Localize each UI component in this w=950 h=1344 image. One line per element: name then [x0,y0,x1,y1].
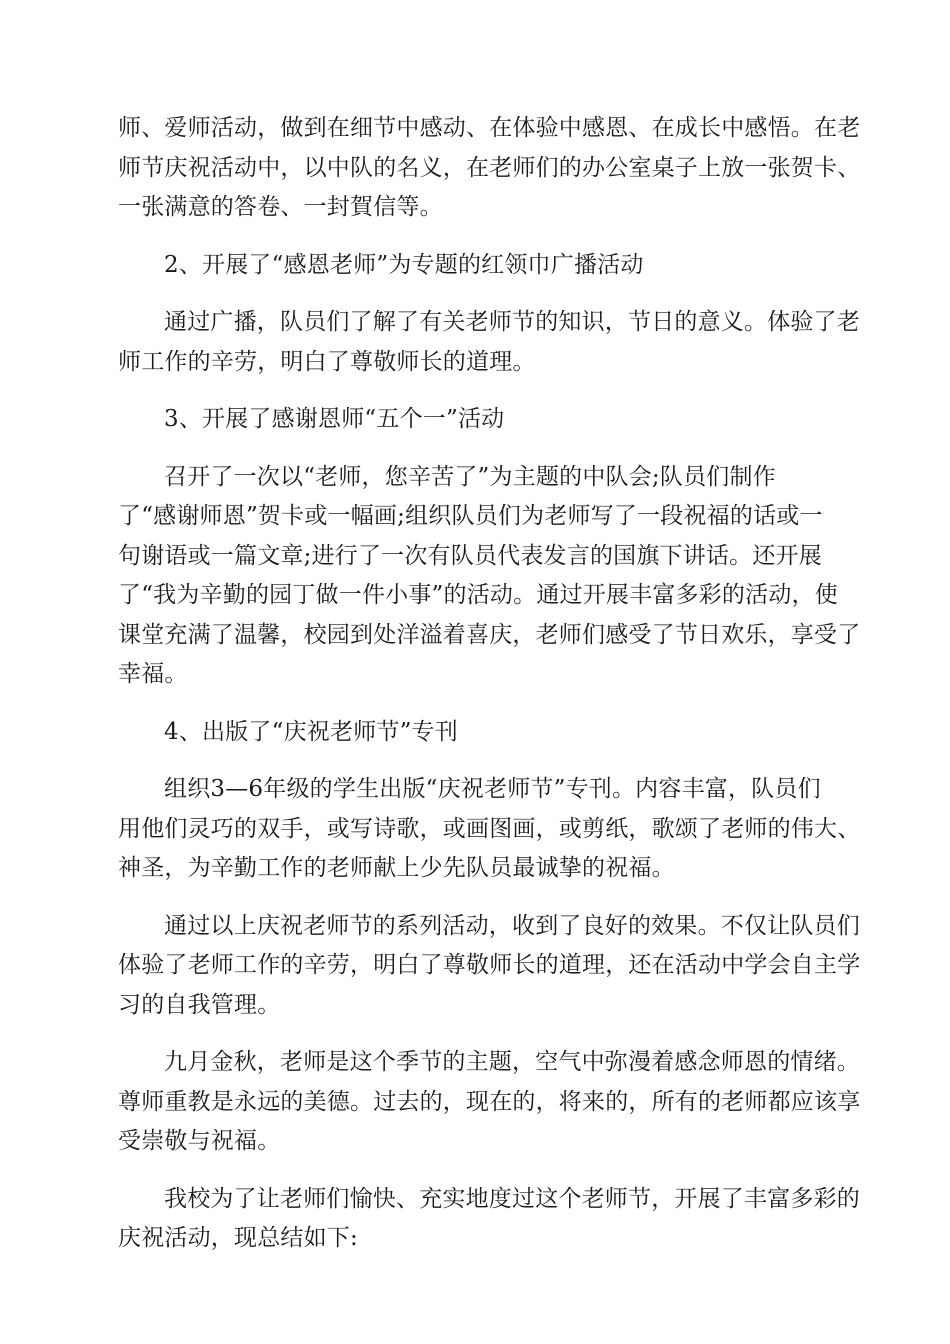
text-line: 2、开展了“感恩老师”为专题的红领巾广播活动 [164,251,644,278]
text-line: 我校为了让老师们愉快、充实地度过这个老师节，开展了丰富多彩的 [164,1185,860,1212]
text-line: 受崇敬与祝福。 [118,1128,281,1154]
paragraph-broadcast [118,303,860,382]
text-line: 习的自我管理。 [118,991,281,1018]
text-line: 师工作的辛劳，明白了尊敬师长的道理。 [118,348,536,375]
text-line: 组织3—6年级的学生出版“庆祝老师节”专刊。内容丰富，队员们 [164,776,821,802]
paragraph-continuation [118,109,861,228]
text-line: 课堂充满了温馨，校园到处洋溢着喜庆，老师们感受了节日欢乐，享受了 [118,621,861,648]
text-line: 通过以上庆祝老师节的系列活动，收到了良好的效果。不仅让队员们 [164,912,860,939]
text-line: 体验了老师工作的辛劳，明白了尊敬师长的道理，还在活动中学会自主学 [118,952,861,978]
text-line: 九月金秋，老师是这个季节的主题，空气中弥漫着感念师恩的情绪。 [164,1049,860,1075]
paragraph-september [118,1043,861,1162]
text-line: 神圣，为辛勤工作的老师献上少先队员最诚挚的祝福。 [118,855,675,881]
section-heading-2 [118,246,836,286]
paragraph-results [118,907,861,1026]
section-heading-3 [118,400,836,440]
text-line: 3、开展了感谢恩师“五个一”活动 [164,406,505,432]
text-line: 了“感谢师恩”贺卡或一幅画;组织队员们为老师写了一段祝福的话或一 [118,503,823,529]
text-line: 句谢语或一篇文章;进行了一次有队员代表发言的国旗下讲话。还开展 [118,542,822,569]
text-line: 幸福。 [118,661,188,687]
text-line: 庆祝活动，现总结如下: [118,1225,358,1251]
text-line: 用他们灵巧的双手，或写诗歌，或画图画，或剪纸，歌颂了老师的伟大、 [118,815,861,842]
text-line: 4、出版了“庆祝老师节”专刊 [164,718,458,745]
section-heading-4 [118,713,836,753]
text-line: 师节庆祝活动中，以中队的名义，在老师们的办公室桌子上放一张贺卡、 [118,154,861,181]
text-line: 召开了一次以“老师，您辛苦了”为主题的中队会;队员们制作 [164,463,776,490]
paragraph-summary-intro [118,1180,860,1259]
paragraph-five-ones [118,458,861,695]
paragraph-special-issue [118,770,861,889]
text-line: 师、爱师活动，做到在细节中感动、在体验中感恩、在成长中感悟。在老 [118,115,861,141]
text-line: 一张满意的答卷、一封賀信等。 [118,194,443,220]
document-page [118,109,861,1259]
text-line: 通过广播，队员们了解了有关老师节的知识，节日的意义。体验了老 [164,309,860,335]
text-line: 了“我为辛勤的园丁做一件小事”的活动。通过开展丰富多彩的活动，使 [118,582,838,608]
text-line: 尊师重教是永远的美德。过去的，现在的，将来的，所有的老师都应该享 [118,1088,861,1115]
